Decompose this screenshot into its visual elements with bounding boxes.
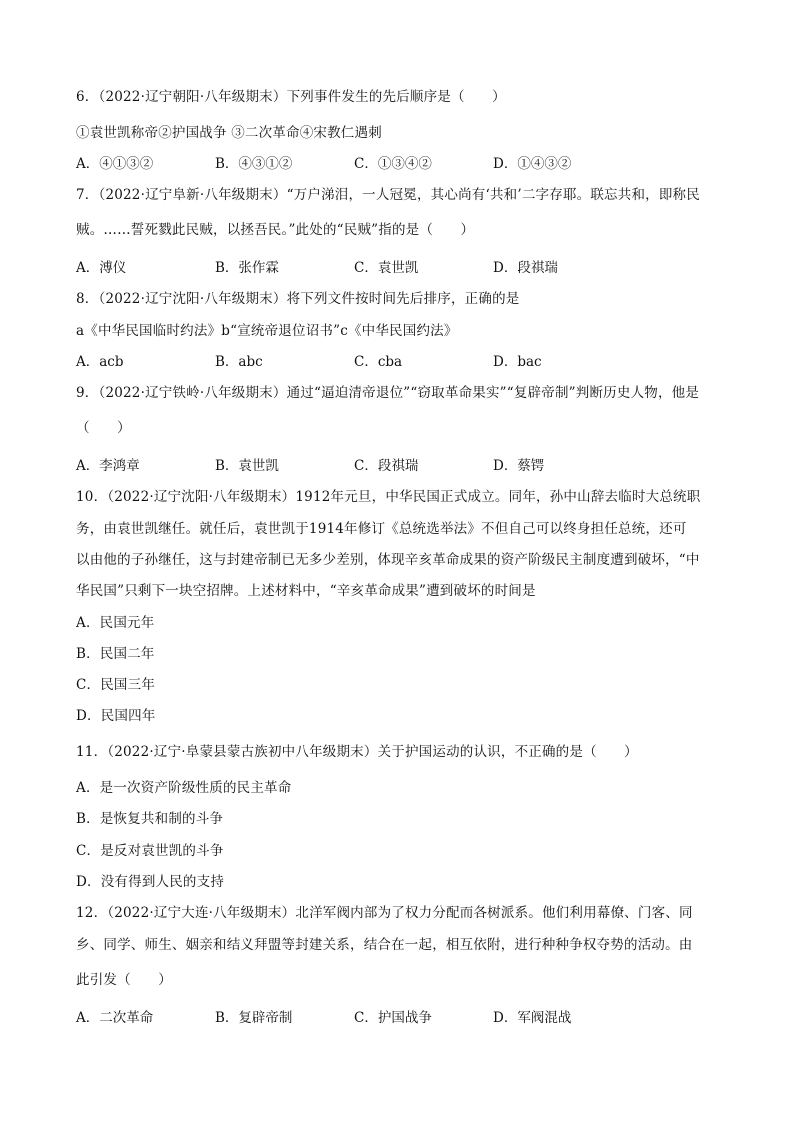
question-7-stem-line-1: 7．（2022·辽宁阜新·八年级期末）“万户涕泪，一人冠冕，其心尚有‘共和’二字存耶。联忘共和，即称民 (76, 187, 700, 203)
question-11-option-c: C．是反对袁世凯的斗争 (76, 843, 224, 859)
question-8-options (76, 353, 632, 371)
question-12-stem-line-3: 此引发（ ） (76, 972, 172, 988)
question-8-stem: 8．（2022·辽宁沈阳·八年级期末）将下列文件按时间先后排序，正确的是 (76, 291, 520, 307)
question-10-stem-line-4: 华民国”只剩下一块空招牌。上述材料中，“辛亥革命成果”遭到破坏的时间是 (76, 583, 536, 599)
question-9-stem-line-2: （ ） (76, 420, 131, 436)
question-10-option-d: D．民国四年 (76, 708, 156, 724)
question-11-option-a: A．是一次资产阶级性质的民主革命 (76, 780, 292, 796)
question-10-option-a: A．民国元年 (76, 615, 155, 631)
question-10-stem-line-1: 10．（2022·辽宁沈阳·八年级期末）1912年元旦，中华民国正式成立。同年，孙中山辞去临时大总统职 (76, 489, 701, 505)
question-12-stem-line-1: 12．（2022·辽宁大连·八年级期末）北洋军阀内部为了权力分配而各树派系。他们利用幕僚、门客、同 (76, 905, 693, 921)
option-d: D．军阀混战 (493, 1010, 572, 1026)
option-a: A．李鸿章 (76, 458, 140, 474)
option-c: C．护国战争 (354, 1010, 432, 1026)
option-a: A．溥仪 (76, 260, 127, 276)
question-7-options (76, 259, 632, 277)
question-11-option-b: B．是恢复共和制的斗争 (76, 811, 224, 827)
option-b: B．abc (215, 354, 263, 370)
option-c: C．段祺瑞 (354, 458, 419, 474)
option-b: B．袁世凯 (215, 458, 279, 474)
question-6-stem: 6．（2022·辽宁朝阳·八年级期末）下列事件发生的先后顺序是（ ） (76, 89, 506, 105)
option-c: C．袁世凯 (354, 260, 419, 276)
question-8-list: a《中华民国临时约法》b“宣统帝退位诏书”c《中华民国约法》 (76, 323, 458, 339)
question-10-option-c: C．民国三年 (76, 677, 156, 693)
question-12-options (76, 1009, 632, 1027)
question-11-stem: 11．（2022·辽宁·阜蒙县蒙古族初中八年级期末）关于护国运动的认识，不正确的是（ ） (76, 744, 638, 760)
option-a: A．二次革命 (76, 1010, 154, 1026)
option-d: D．蔡锷 (493, 458, 545, 474)
question-11-option-d: D．没有得到人民的支持 (76, 874, 225, 890)
question-9-options (76, 457, 632, 475)
question-10-stem-line-3: 以由他的子孙继任，这与封建帝制已无多少差别，体现辛亥革命成果的资产阶级民主制度遭到破坏，“中 (76, 552, 700, 568)
option-d: D．段祺瑞 (493, 260, 558, 276)
question-7-stem-line-2: 贼。……誓死戮此民贼，以拯吾民。”此处的“民贼”指的是（ ） (76, 222, 475, 238)
option-a: A．④①③② (76, 156, 154, 172)
question-10-option-b: B．民国二年 (76, 646, 155, 662)
option-d: D．①④③② (493, 156, 572, 172)
question-6-list: ①袁世凯称帝②护国战争 ③二次革命④宋教仁遇刺 (76, 125, 382, 141)
option-b: B．④③①② (215, 156, 293, 172)
question-9-stem-line-1: 9．（2022·辽宁铁岭·八年级期末）通过“逼迫清帝退位”“窃取革命果实”“复辟帝制”判断历史人物，他是 (76, 385, 700, 401)
option-d: D．bac (493, 354, 542, 370)
question-6-options (76, 155, 632, 173)
question-12-stem-line-2: 乡、同学、师生、姻亲和结义拜盟等封建关系，结合在一起，相互依附，进行种种争权夺势的活动。由 (76, 937, 693, 953)
question-10-stem-line-2: 务，由袁世凯继任。就任后，袁世凯于1914年修订《总统选举法》不但自己可以终身担任总统，还可 (76, 521, 687, 537)
option-a: A．acb (76, 354, 124, 370)
option-c: C．cba (354, 354, 403, 370)
option-b: B．复辟帝制 (215, 1010, 293, 1026)
option-b: B．张作霖 (215, 260, 279, 276)
option-c: C．①③④② (354, 156, 432, 172)
